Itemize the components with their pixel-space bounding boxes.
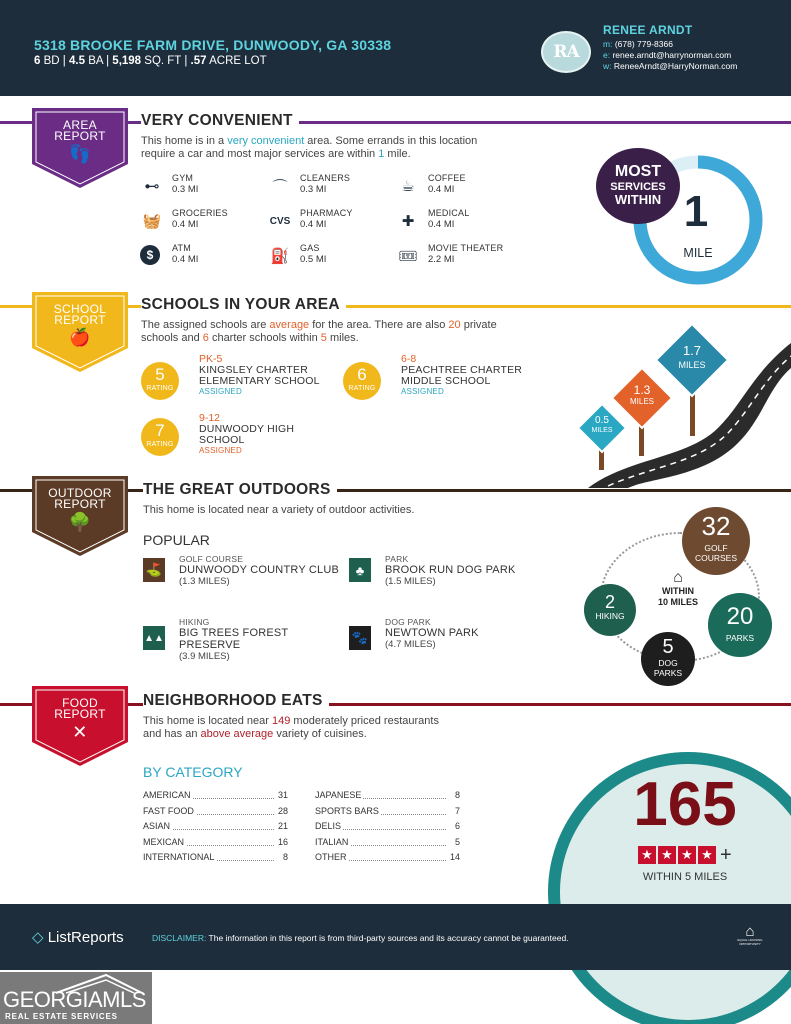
website-key: w: (603, 61, 612, 71)
listreports-logo[interactable] (32, 928, 124, 946)
disclaimer-text: The information in this report is from third-party sources and its accuracy cannot be guaranteed. (206, 933, 569, 943)
place-name: BROOK RUN DOG PARK (385, 564, 516, 576)
within-line2: 10 MILES (657, 597, 698, 607)
georgia-mls-watermark (0, 972, 152, 1024)
schools-text-4: schools and (141, 332, 203, 344)
circle-label1: PARKS (725, 633, 755, 643)
category-value: 16 (277, 836, 288, 847)
outdoor-place[interactable] (385, 554, 516, 587)
category-label: MEXICAN (143, 836, 185, 847)
star-rating (638, 845, 732, 865)
schools-text-hl: average (269, 319, 310, 331)
place-name-line1: BIG TREES FOREST (179, 627, 289, 639)
area-badge-line2: REPORT (54, 129, 106, 143)
place-distance: (3.9 MILES) (179, 651, 230, 662)
category-row (315, 852, 460, 864)
category-value: 21 (277, 821, 288, 831)
phone-key: m: (603, 39, 613, 49)
popular-heading: POPULAR (143, 532, 210, 548)
outdoor-report-badge (32, 476, 128, 556)
baths-value: 4.5 (68, 55, 85, 67)
area-text-2: area. Some errands in this location (304, 135, 478, 147)
bubble-line3: WITHIN (614, 192, 662, 207)
sign-unit: MILES (678, 360, 706, 370)
agent-website[interactable] (603, 61, 737, 71)
school-name-line2: ELEMENTARY SCHOOL (199, 375, 320, 387)
amenity-distance: 0.4 MI (172, 254, 199, 265)
beds-value: 6 (34, 55, 41, 67)
school-rating-badge (141, 362, 179, 400)
gauge-unit: MILE (683, 246, 713, 260)
area-text-4: mile. (384, 148, 411, 160)
food-title: NEIGHBORHOOD EATS (143, 692, 329, 710)
dollar-icon: $ (140, 245, 160, 265)
category-list-left (143, 790, 288, 864)
category-value: 6 (454, 821, 460, 831)
dog-parks-circle (641, 632, 695, 686)
category-row (143, 790, 288, 802)
area-text-1: This home is in a (141, 135, 228, 147)
gas-station-icon: ⛽ (270, 248, 290, 265)
agent-email[interactable] (603, 50, 731, 60)
outdoor-badge-line2: REPORT (54, 497, 106, 511)
baths-unit: BA (88, 55, 103, 67)
sign-unit: MILES (629, 397, 654, 406)
food-text-hl: above average (200, 728, 274, 740)
category-label: JAPANESE (315, 790, 362, 800)
rating-number: 6 (357, 365, 367, 384)
amenity-name: MOVIE THEATER (428, 243, 504, 253)
property-facts: 6 BD | 4.5 BA | 5,198 SQ. FT | .57 ACRE LOT (34, 55, 267, 67)
category-label: FAST FOOD (143, 805, 194, 816)
circle-label2: PARKS (653, 668, 683, 678)
outdoors-description: This home is located near a variety of outdoor activities. (143, 504, 415, 516)
bubble-line1: MOST (614, 163, 662, 180)
most-services-bubble (596, 148, 680, 224)
golf-courses-circle (682, 507, 750, 575)
schools-text-1: The assigned schools are (141, 319, 270, 331)
category-row (315, 837, 460, 849)
school-name-line1: KINGSLEY CHARTER (199, 364, 309, 376)
tree-icon: 🌳 (68, 512, 92, 532)
school-badge-line1: SCHOOL (53, 302, 107, 316)
circle-label1: DOG (658, 658, 678, 668)
star-icon: ★ (638, 846, 656, 864)
gauge-number: 1 (683, 187, 709, 236)
school-badge-line2: REPORT (54, 313, 106, 327)
amenity-distance: 0.3 MI (300, 184, 327, 195)
agent-logo (541, 31, 591, 73)
amenity-cleaners (268, 173, 388, 203)
place-category: GOLF COURSE (179, 554, 244, 564)
food-badge-line1: FOOD (62, 696, 98, 710)
road-distance-graphic (568, 318, 791, 488)
area-badge-line1: AREA (63, 118, 97, 132)
circle-label2: COURSES (694, 553, 738, 563)
outdoors-title: THE GREAT OUTDOORS (143, 481, 337, 499)
amenity-medical (396, 208, 516, 238)
ticket-icon: 🎟 (398, 248, 418, 265)
category-label: ASIAN (143, 821, 171, 831)
category-label: ITALIAN (315, 836, 349, 847)
utensils-icon: ✕ (72, 722, 88, 742)
category-label: INTERNATIONAL (143, 852, 215, 862)
sqft-unit: SQ. FT (144, 55, 182, 67)
category-row (143, 837, 288, 849)
amenity-name: MEDICAL (428, 208, 470, 218)
food-text-2: moderately priced restaurants (290, 715, 439, 727)
trees-icon: ▲▲ (143, 626, 165, 650)
equal-housing-icon: ⌂ EQUAL HOUSING OPPORTUNITY (734, 924, 766, 950)
property-address: 5318 BROOKE FARM DRIVE, DUNWOODY, GA 30338 (34, 37, 392, 53)
park-icon: ♣ (349, 558, 371, 582)
category-value: 8 (454, 790, 460, 800)
category-value: 31 (277, 790, 288, 800)
phone-value: (678) 779-8366 (614, 39, 673, 49)
food-description (143, 715, 439, 741)
schools-text-6: miles. (326, 332, 359, 344)
amenity-gas (268, 243, 388, 273)
schools-text-3: private (460, 319, 497, 331)
amenity-distance: 0.4 MI (428, 184, 455, 195)
outdoor-place[interactable] (179, 617, 288, 662)
dumbbell-icon: ⊷ (144, 178, 160, 195)
amenity-name: GROCERIES (172, 208, 228, 218)
coffee-cup-icon: ☕ (401, 178, 415, 195)
amenity-movie-theater (396, 243, 516, 273)
bubble-line2: SERVICES (610, 181, 666, 193)
amenity-distance: 0.4 MI (172, 219, 199, 230)
category-row (315, 790, 460, 802)
by-category-heading: BY CATEGORY (143, 764, 243, 780)
school-grades: PK-5 (199, 353, 223, 365)
category-row (143, 806, 288, 818)
schools-title: SCHOOLS IN YOUR AREA (141, 296, 346, 314)
star-icon: ★ (698, 846, 716, 864)
listreports-icon: ◇ (32, 929, 44, 946)
equal-housing-text: EQUAL HOUSING OPPORTUNITY (737, 938, 763, 946)
circle-number: 2 (604, 592, 615, 612)
amenity-coffee (396, 173, 516, 203)
amenity-gym (140, 173, 260, 203)
lot-value: .57 (190, 55, 207, 67)
school-entry[interactable] (199, 412, 294, 455)
school-rating-badge (141, 418, 179, 456)
sign-unit: MILES (591, 427, 613, 434)
school-assigned: ASSIGNED (401, 387, 444, 396)
apple-books-icon: 🍎 (69, 328, 91, 347)
within-5-miles: WITHIN 5 MILES (642, 871, 728, 883)
report-header (0, 0, 791, 96)
disclaimer-key: DISCLAIMER: (152, 933, 207, 943)
cvs-pharmacy-icon: CVS (269, 215, 291, 227)
schools-text-num2: 6 (202, 332, 209, 344)
amenity-atm (140, 243, 260, 273)
rating-number: 7 (155, 421, 165, 440)
school-grades: 9-12 (199, 412, 221, 424)
category-value: 8 (282, 852, 288, 862)
amenity-name: GYM (172, 173, 194, 183)
amenity-name: COFFEE (428, 173, 466, 183)
circle-number: 32 (701, 511, 731, 541)
agent-logo-text: RA (553, 42, 579, 62)
amenity-name: CLEANERS (300, 173, 351, 183)
category-row (143, 852, 288, 864)
food-text-3: and has an (143, 728, 201, 740)
website-value: ReneeArndt@HarryNorman.com (613, 61, 738, 71)
real-estate-services-text: REAL ESTATE SERVICES (5, 1012, 118, 1021)
area-text-hl: very convenient (227, 135, 305, 147)
outdoor-place[interactable] (385, 617, 479, 650)
star-icon: ★ (658, 846, 676, 864)
place-name-line2: PRESERVE (179, 639, 241, 651)
place-name: NEWTOWN PARK (385, 627, 479, 639)
report-footer (0, 904, 791, 970)
area-title: VERY CONVENIENT (141, 112, 299, 130)
place-distance: (1.3 MILES) (179, 576, 230, 587)
agent-name: RENEE ARNDT (603, 23, 693, 37)
category-label: OTHER (315, 852, 347, 862)
schools-text-num1: 20 (448, 319, 461, 331)
amenity-pharmacy (268, 208, 388, 238)
footprints-icon: 👣 (68, 144, 92, 164)
amenity-distance: 0.3 MI (172, 184, 199, 195)
category-row (143, 821, 288, 833)
disclaimer (152, 933, 569, 943)
food-text-num: 149 (272, 715, 291, 727)
school-name-line2: MIDDLE SCHOOL (401, 375, 491, 387)
within-10-miles (648, 570, 708, 608)
area-report-badge (32, 108, 128, 188)
schools-description (141, 319, 497, 345)
amenity-groceries (140, 208, 260, 238)
basket-icon: 🧺 (142, 213, 162, 230)
circle-number: 5 (662, 636, 674, 658)
food-text-1: This home is located near (143, 715, 273, 727)
food-text-4: variety of cuisines. (273, 728, 367, 740)
school-grades: 6-8 (401, 353, 417, 365)
amenity-distance: 2.2 MI (428, 254, 455, 265)
school-name-line1: DUNWOODY HIGH (199, 423, 295, 435)
school-report-badge (32, 292, 128, 372)
sqft-value: 5,198 (112, 55, 142, 67)
area-text-num: 1 (378, 148, 385, 160)
listreports-brand: ListReports (47, 929, 124, 946)
category-label: AMERICAN (143, 790, 191, 800)
medical-cross-icon: ✚ (401, 213, 415, 230)
category-label: DELIS (315, 821, 342, 831)
place-distance: (4.7 MILES) (385, 639, 436, 650)
school-rating-badge (343, 362, 381, 400)
lot-unit: ACRE LOT (209, 55, 267, 67)
restaurant-count: 165 (633, 770, 737, 839)
place-distance: (1.5 MILES) (385, 576, 436, 587)
plus-sign: + (720, 844, 732, 866)
georgia-mls-text: GEORGIAMLS (3, 987, 146, 1012)
school-name-line2: SCHOOL (199, 434, 245, 446)
agent-phone[interactable] (603, 39, 673, 49)
outdoor-place[interactable] (179, 554, 339, 587)
amenity-name: GAS (300, 243, 320, 253)
schools-text-num3: 5 (320, 332, 327, 344)
sign-1-7-miles (664, 344, 720, 372)
star-icon: ★ (678, 846, 696, 864)
area-text-3: require a car and most major services are within (141, 148, 379, 160)
circle-label1: GOLF (704, 543, 728, 553)
place-category: HIKING (179, 617, 210, 627)
sign-0-5-miles (580, 416, 624, 436)
schools-text-2: for the area. There are also (309, 319, 449, 331)
category-list-right (315, 790, 460, 864)
beds-unit: BD (43, 55, 60, 67)
rating-number: 5 (155, 365, 165, 384)
category-row (315, 821, 460, 833)
sign-1-3-miles (618, 384, 666, 408)
category-value: 7 (454, 805, 460, 816)
place-category: DOG PARK (385, 617, 431, 627)
school-entry[interactable] (401, 353, 522, 396)
amenity-distance: 0.4 MI (428, 219, 455, 230)
area-description (141, 135, 477, 161)
amenity-distance: 0.4 MI (300, 219, 327, 230)
email-value: renee.arndt@harrynorman.com (612, 50, 732, 60)
category-value: 28 (277, 805, 288, 816)
sign-number: 1.3 (633, 383, 651, 397)
food-report-badge (32, 686, 128, 766)
category-value: 14 (449, 852, 460, 862)
category-label: SPORTS BARS (315, 805, 379, 816)
hanger-icon: ⌒ (272, 178, 288, 196)
school-assigned: ASSIGNED (199, 387, 242, 396)
rating-label: RATING (146, 441, 174, 448)
school-entry[interactable] (199, 353, 320, 396)
rating-label: RATING (146, 385, 174, 392)
circle-number: 20 (726, 603, 754, 630)
amenity-distance: 0.5 MI (300, 254, 327, 265)
amenity-name: ATM (172, 243, 191, 253)
sign-number: 0.5 (595, 415, 609, 426)
category-value: 5 (454, 836, 460, 847)
email-key: e: (603, 50, 611, 60)
outdoor-badge-line1: OUTDOOR (48, 486, 112, 500)
food-badge-line2: REPORT (54, 707, 106, 721)
within-line1: WITHIN (662, 586, 694, 596)
paw-icon: 🐾 (349, 626, 371, 650)
school-assigned: ASSIGNED (199, 446, 242, 455)
place-name: DUNWOODY COUNTRY CLUB (179, 564, 340, 576)
place-category: PARK (385, 554, 409, 564)
parks-circle (708, 593, 772, 657)
schools-text-5: charter schools within (208, 332, 321, 344)
hiking-circle (584, 584, 636, 636)
amenity-name: PHARMACY (300, 208, 353, 218)
school-name-line1: PEACHTREE CHARTER (401, 364, 523, 376)
home-icon: ⌂ (673, 569, 683, 586)
sign-number: 1.7 (682, 343, 702, 358)
golf-bag-icon: ⛳ (143, 558, 165, 582)
category-row (315, 806, 460, 818)
rating-label: RATING (348, 385, 376, 392)
circle-label1: HIKING (595, 611, 625, 621)
